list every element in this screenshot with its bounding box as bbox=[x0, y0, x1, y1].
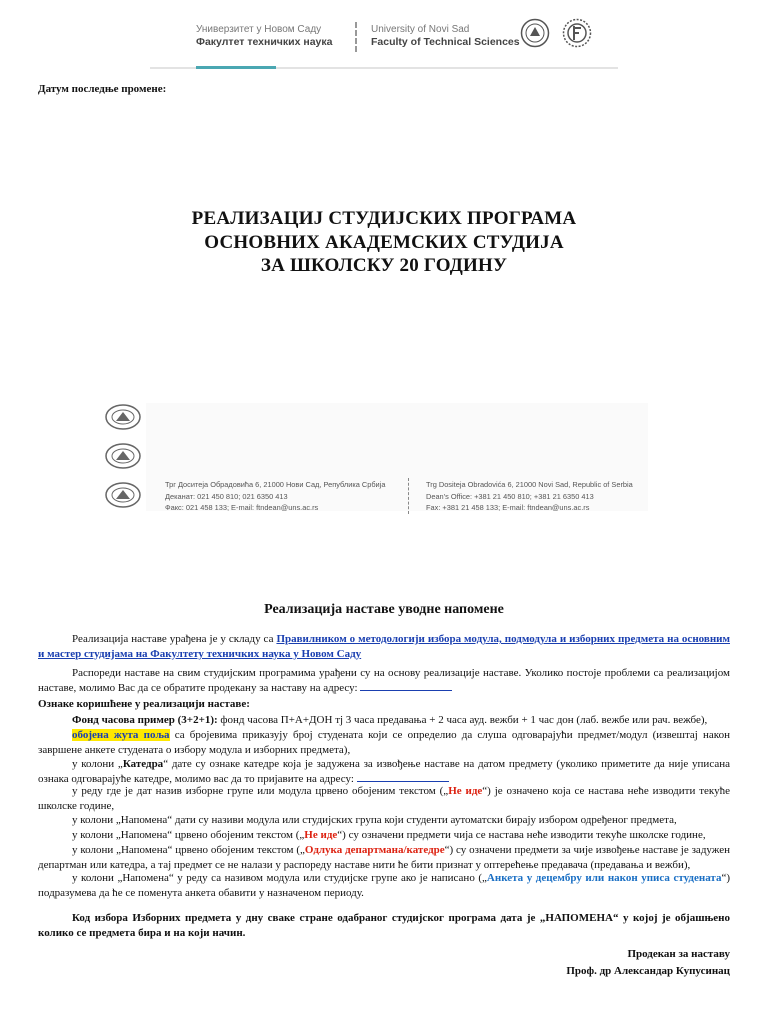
item-yellow-fields bbox=[38, 728, 730, 757]
item-napomena-2 bbox=[38, 828, 730, 843]
contact-english bbox=[426, 479, 633, 514]
university-seal-icon bbox=[520, 18, 550, 48]
paragraph-rulebook bbox=[38, 632, 730, 661]
paragraph-schedule bbox=[38, 666, 730, 695]
contact-sr-address: Трг Доситеја Обрадовића 6, 21000 Нови Сад, Република Србија bbox=[165, 480, 386, 489]
ne-ide-label: Не иде bbox=[448, 785, 483, 797]
survey-label: Анкета у децембру или након уписа студената bbox=[486, 872, 722, 884]
contact-en-address: Trg Dositeja Obradovića 6, 21000 Novi Sad, Republic of Serbia bbox=[426, 480, 633, 489]
item-fond bbox=[38, 713, 730, 728]
section-heading: Реализација наставе уводне напомене bbox=[264, 602, 504, 617]
closing-note: Код избора Изборних предмета у дну сваке стране одабраног студијског програма дата је „НАПОМЕНА“ у којој је објашњено колико се предмета бира и на који начин. bbox=[38, 912, 730, 939]
certification-seal-icon bbox=[104, 442, 142, 470]
certification-seal-icon bbox=[104, 403, 142, 431]
text-fragment: “) су означени предмети за чије извођење наставе је задужен департман или катедра, а тај предмет се не налази у распореду наставе нити ће бити признат у оптерећење предавача (предавања и вежби), bbox=[38, 844, 730, 871]
last-modified-label: Датум последње промене: bbox=[38, 83, 167, 95]
header-en-university: University of Novi Sad bbox=[371, 24, 470, 35]
email-link-blank[interactable] bbox=[360, 681, 452, 691]
fond-label: Фонд часова пример (3+2+1): bbox=[72, 714, 218, 726]
item-katedra bbox=[38, 757, 730, 786]
item-napomena-1: у колони „Напомена“ дати су називи модула или студијских група који студенти аутоматски бирају избором одређеног предмета, bbox=[72, 814, 677, 826]
email-link-blank[interactable] bbox=[357, 772, 449, 782]
header-accent-bar bbox=[196, 66, 276, 69]
text-fragment: у колони „ bbox=[72, 758, 123, 770]
yellow-field-text: са бројевима приказују број студената који се определио да слуша одговарајући предмет/модул (извештај након завршене анкете студената о избору модула и изборних предмета), bbox=[38, 729, 730, 756]
header-sr-university: Универзитет у Новом Саду bbox=[196, 24, 322, 35]
text-fragment: “) су означени предмети чија се настава неће изводити текуће школске године, bbox=[337, 829, 706, 841]
text-fragment: у колони „Напомена“ у реду са називом модула или студијске групе ако је написано („ bbox=[72, 872, 487, 884]
paragraph-text: Реализација наставе урађена је у складу са bbox=[72, 633, 277, 645]
certification-seal-icon bbox=[104, 481, 142, 509]
header-serbian bbox=[196, 24, 333, 48]
katedra-label: Катедра bbox=[122, 758, 164, 770]
text-fragment: “) подразумева да ће се поменута анкета обавити у назначеном периоду. bbox=[38, 872, 730, 899]
text-fragment: у колони „Напомена“ црвено обојеним текстом („ bbox=[72, 829, 305, 841]
contact-sr-fax: Факс: 021 458 133; E-mail: ftndean@uns.ac.rs bbox=[165, 503, 319, 512]
header-divider bbox=[355, 22, 357, 52]
contact-sr-dean: Деканат: 021 450 810; 021 6350 413 bbox=[165, 491, 288, 501]
faculty-logo-icon bbox=[562, 18, 592, 48]
header-sr-faculty: Факултет техничких наука bbox=[196, 36, 333, 48]
quality-seals bbox=[104, 403, 144, 520]
item-napomena-4 bbox=[38, 871, 730, 900]
header-english bbox=[371, 24, 520, 48]
item-ne-ide-row bbox=[38, 784, 730, 813]
labels-heading: Ознаке коришћене у реализацији наставе: bbox=[38, 698, 250, 710]
contact-serbian bbox=[165, 479, 385, 514]
contact-divider bbox=[408, 478, 409, 514]
text-fragment: “) је означено која се настава неће изводити текуће школске године, bbox=[38, 785, 730, 812]
department-decision-label: Одлука департмана/катедре bbox=[304, 844, 445, 856]
text-fragment: у реду где је дат назив изборне групе или модула црвено обојеним текстом („ bbox=[72, 785, 449, 797]
text-fragment: “ дате су ознаке катедре која је задужена за извођење наставе на датом предмету (уколико приметите да није уписана ознака одговарајуће катедре, молимо вас да то пријавите на адресу: bbox=[38, 758, 730, 785]
title-line-3: ЗА ШКОЛСКУ 20 ГОДИНУ bbox=[260, 255, 508, 276]
header-en-faculty: Faculty of Technical Sciences bbox=[371, 36, 520, 48]
fond-text: фонд часова П+А+ДОН тј 3 часа предавања + 2 часа ауд. вежби + 1 час дон (лаб. вежбе или рач. вежбе), bbox=[217, 714, 708, 726]
title-line-2: ОСНОВНИХ АКАДЕМСКИХ СТУДИЈА bbox=[204, 232, 564, 253]
item-napomena-3 bbox=[38, 843, 730, 872]
paragraph-text: Распореди наставе на свим студијским програмима урађени су на основу реализације наставе. Уколико постоје проблеми са реализацијом наставе, молимо Вас да се обратите продекану за наставу на адресу: bbox=[38, 667, 730, 694]
contact-en-fax: Fax: +381 21 458 133; E-mail: ftndean@uns.ac.rs bbox=[426, 503, 590, 512]
contact-en-dean: Dean's Office: +381 21 450 810; +381 21 6350 413 bbox=[426, 491, 594, 501]
ne-ide-label: Не иде bbox=[304, 829, 338, 841]
signature-role: Продекан за наставу bbox=[627, 948, 730, 960]
rulebook-link[interactable]: Правилником о методологији избора модула, подмодула и изборних предмета на основним и мастер студијама на Факултету техничких наука у Новом Саду bbox=[38, 633, 730, 660]
title-line-1: РЕАЛИЗАЦИЈ СТУДИЈСКИХ ПРОГРАМА bbox=[191, 208, 577, 229]
signature-name: Проф. др Александар Купусинац bbox=[566, 965, 730, 977]
text-fragment: у колони „Напомена“ црвено обојеним текстом („ bbox=[72, 844, 305, 856]
yellow-field-label: обојена жута поља bbox=[72, 729, 170, 741]
signature-block bbox=[430, 946, 730, 980]
